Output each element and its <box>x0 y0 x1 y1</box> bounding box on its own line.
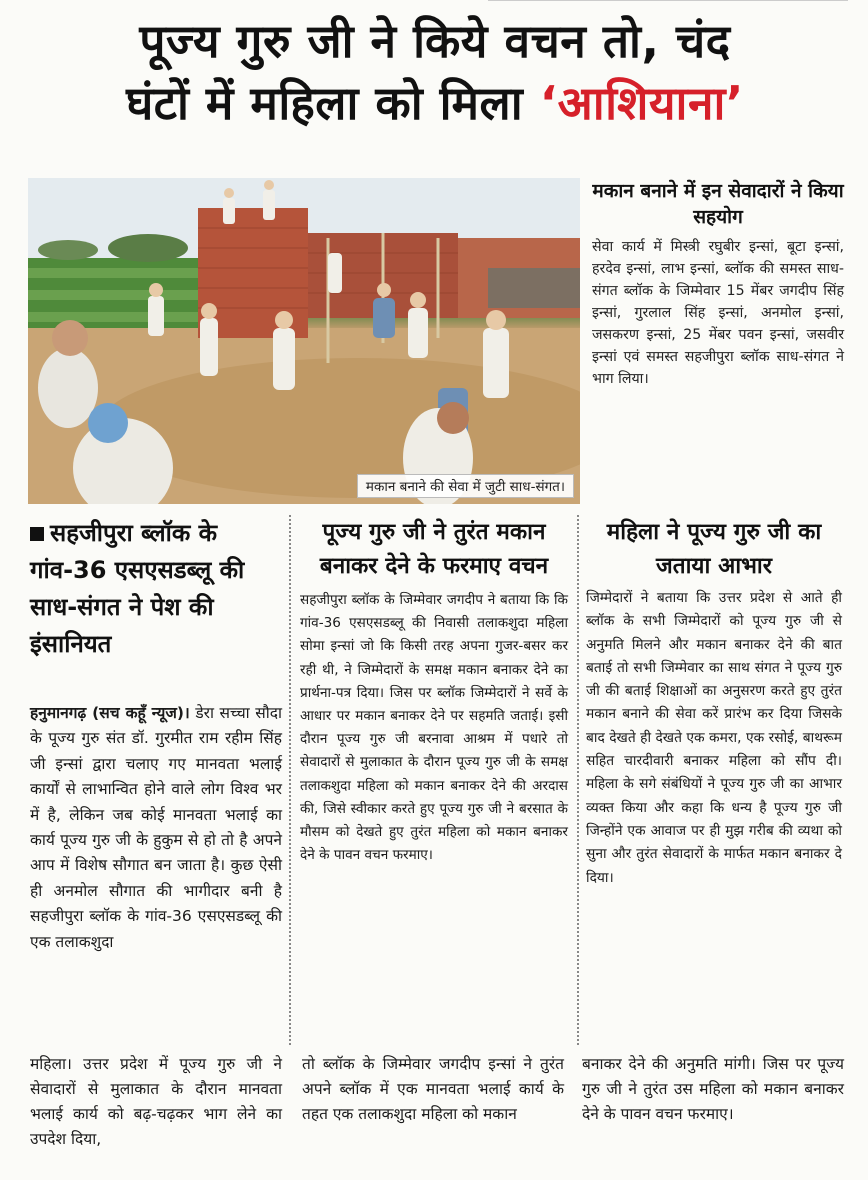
bullet-square-icon <box>30 527 44 541</box>
bottom-text-3: बनाकर देने की अनुमति मांगी। जिस पर पूज्य गुरु जी ने तुरंत उस महिला को मकान बनाकर देने के पावन वचन फरमाए। <box>582 1055 844 1123</box>
column-1-title-text: सहजीपुरा ब्लॉक के गांव-36 एसएसडब्लू की साध-संगत ने पेश की इंसानियत <box>30 519 245 658</box>
column-1 <box>30 515 282 955</box>
contributors-text: सेवा कार्य में मिस्त्री रघुबीर इन्सां, बूटा इन्सां, हरदेव इन्सां, लाभ इन्सां, ब्लॉक की समस्त साध-संगत ब्लॉक के जिम्मेवार 15 मेंबर जगदीप सिंह इन्सां, गुरलाल सिंह इन्सां, अनमोल इन्सां, जसकरण इन्सां, 25 मेंबर पवन इन्सां, जसवीर इन्सां एवं समस्त सहजीपुरा ब्लॉक साध-संगत ने भाग लिया। <box>592 239 844 387</box>
column-2-text: सहजीपुरा ब्लॉक के जिम्मेवार जगदीप ने बताया कि कि गांव-36 एसएसडब्लू की निवासी तलाकशुदा महिला सोमा इन्सां जो कि किसी तरह अपना गुजर-बसर कर रही थी, ने जिम्मेदारों के समक्ष मकान बनाकर देने का प्रार्थना-पत्र दिया। जिस पर ब्लॉक जिम्मेदारों ने सर्वे के आधार पर मकान बनाकर देने पर सहमति जताई। इसी दौरान पूज्य गुरु जी बरनावा आश्रम में पधारे तो सेवादारों से मुलाकात के दौरान पूज्य गुरु जी के समक्ष तलाकशुदा महिला को मकान बनाकर देने की अरदास की, जिसे स्वीकार करते हुए पूज्य गुरु जी ने बरसात के मौसम को देखते हुए तुरंत महिला को मकान बनाकर देने के पावन वचन फरमाए। <box>300 592 568 864</box>
column-3-title: महिला ने पूज्य गुरु जी का जताया आभार <box>606 519 822 579</box>
construction-scene-image <box>28 178 580 504</box>
column-divider-1 <box>289 515 291 1045</box>
column-3 <box>586 515 842 890</box>
contributors-box <box>592 178 844 504</box>
headline <box>20 10 850 134</box>
column-divider-2 <box>577 515 579 1045</box>
headline-line-2-text: घंटों में महिला को मिला <box>126 76 540 130</box>
column-1-text <box>30 701 282 955</box>
photo-caption: मकान बनाने की सेवा में जुटी साध-संगत। <box>357 474 574 498</box>
top-border <box>488 0 848 3</box>
bottom-text-2: तो ब्लॉक के जिम्मेवार जगदीप इन्सां ने तुरंत अपने ब्लॉक में एक मानवता भलाई कार्य के तहत एक तलाकशुदा महिला को मकान <box>302 1055 564 1123</box>
column-2-title: पूज्य गुरु जी ने तुरंत मकान बनाकर देने के फरमाए वचन <box>319 519 549 579</box>
column-2 <box>300 515 568 867</box>
contributors-title: मकान बनाने में इन सेवादारों ने किया सहयोग <box>592 180 844 228</box>
dateline: हनुमानगढ़ (सच कहूँ न्यूज)। <box>30 704 190 722</box>
headline-line-2 <box>20 72 850 134</box>
headline-line-1: पूज्य गुरु जी ने किये वचन तो, चंद <box>139 14 731 68</box>
bottom-text-1: महिला। उत्तर प्रदेश में पूज्य गुरु जी ने सेवादारों से मुलाकात के दौरान मानवता भलाई कार्य को बढ़-चढ़कर भाग लेने का उपदेश दिया, <box>30 1055 282 1148</box>
column-1-title <box>30 515 282 663</box>
column-3-text: जिम्मेदारों ने बताया कि उत्तर प्रदेश से आते ही ब्लॉक के सभी जिम्मेदारों को पूज्य गुरु जी से अनुमति मिलने और मकान बनाकर देने की बात बताई तो सभी जिम्मेवार का साथ संगत ने पूज्य गुरु जी की बताई शिक्षाओं का अनुसरण करते हुए तुरंत मकान बनाने की सेवा करें प्रारंभ कर दिया जिसके बाद देखते ही देखते एक कमरा, एक रसोई, बाथरूम सहित चारदीवारी बनाकर महिला को सौंप दी। महिला के सगे संबंधियों ने पूज्य गुरु जी का आभार व्यक्त किया और कहा कि धन्य है पूज्य गुरु जी जिन्होंने एक आवाज पर ही मुझ गरीब की व्यथा को सुना और तुरंत सेवादारों के मार्फत मकान बनाकर दे दिया। <box>586 590 842 886</box>
headline-highlight: ‘आशियाना’ <box>539 76 744 130</box>
column-1-body: डेरा सच्चा सौदा के पूज्य गुरु संत डॉ. गुरमीत राम रहीम सिंह जी इन्सां द्वारा चलाए गए मानवता भलाई कार्यों से लाभान्वित होने वाले लोग विश्व भर में है, लेकिन जब कोई मानवता भलाई का कार्य पूज्य गुरु जी के हुकुम से हो तो है अपने आप में विशेष सौगात बन जाता है। कुछ ऐसी ही अनमोल सौगात की भागीदार बनी है सहजीपुरा ब्लॉक के गांव-36 एसएसडब्लू की एक तलाकशुदा <box>30 704 282 951</box>
news-photo <box>28 178 580 504</box>
